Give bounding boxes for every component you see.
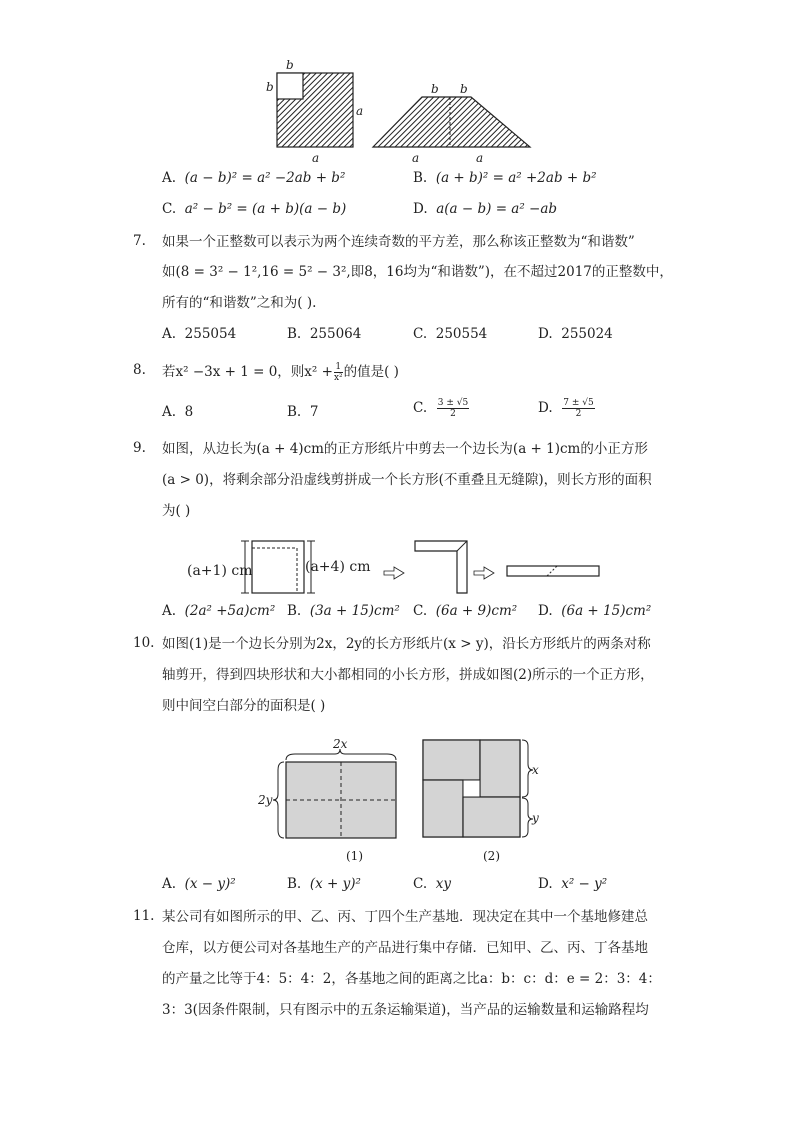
q11-line1: 某公司有如图所示的甲、乙、丙、丁四个生产基地．现决定在其中一个基地修建总 — [162, 909, 648, 925]
label-b2: b — [460, 82, 468, 96]
q10-label-x: x — [532, 763, 539, 777]
q10-piece-bottom-right — [463, 797, 520, 837]
q11-line4: 3：3(因条件限制，只有图示中的五条运输渠道)，当产品的运输数量和运输路程均 — [162, 1002, 649, 1018]
q9-option-d[interactable]: D. (6a + 15)cm² — [538, 603, 652, 619]
q11-line2: 仓库，以方便公司对各基地生产的产品进行集中存储．已知甲、乙、丙、丁各基地 — [162, 940, 648, 956]
q8-option-a[interactable]: A. 8 — [162, 404, 194, 420]
q8-number: 8. — [133, 362, 146, 378]
label-a-side: a — [356, 104, 364, 118]
q10-piece-bottom-left — [423, 780, 463, 837]
q10-line1: 如图(1)是一个边长分别为2x，2y的长方形纸片(x > y)，沿长方形纸片的两条对称 — [162, 636, 651, 652]
label-a2: a — [476, 151, 484, 165]
q7-option-d[interactable]: D. 255024 — [538, 326, 613, 342]
q10-piece-top-left — [423, 740, 480, 780]
arrow-icon — [384, 567, 404, 579]
q7-line2: 如(8 = 3² − 1²,16 = 5² − 3²,即8，16均为“和谐数”)，在不超过2017的正整数中， — [162, 264, 673, 280]
q7-line1: 如果一个正整数可以表示为两个连续奇数的平方差，那么称该正整数为“和谐数” — [162, 234, 635, 250]
label-a-bottom: a — [312, 151, 320, 165]
q8-stem: 若x² −3x + 1 = 0，则x² + $\frac{1}{\text{x²}}$ 的值是( ) — [162, 362, 399, 383]
q10-center-blank — [463, 780, 480, 797]
q10-line2: 轴剪开，得到四块形状和大小都相同的小长方形，拼成如图(2)所示的一个正方形， — [162, 667, 654, 683]
q9-rectangle — [507, 566, 599, 576]
q9-line3: 为( ) — [162, 503, 191, 519]
q9-option-c[interactable]: C. (6a + 9)cm² — [413, 603, 518, 619]
q10-number: 10. — [133, 635, 155, 651]
q7-option-b[interactable]: B. 255064 — [287, 326, 362, 342]
q10-piece-top-right — [480, 740, 520, 797]
q9-option-b[interactable]: B. (3a + 15)cm² — [287, 603, 400, 619]
q10-option-c[interactable]: C. xy — [413, 876, 451, 892]
q6-option-d[interactable]: D. a(a − b) = a² −ab — [413, 201, 558, 217]
label-b1: b — [431, 82, 439, 96]
q6-option-c[interactable]: C. a² − b² = (a + b)(a − b) — [162, 201, 347, 217]
q10-option-a[interactable]: A. (x − y)² — [162, 876, 236, 892]
q10-label-y: y — [532, 811, 539, 825]
q6-option-a[interactable]: A. (a − b)² = a² −2ab + b² — [162, 170, 346, 186]
label-b-top: b — [286, 58, 294, 72]
q10-option-b[interactable]: B. (x + y)² — [287, 876, 361, 892]
q10-label-2y: 2y — [258, 793, 273, 807]
q10-line3: 则中间空白部分的面积是( ) — [162, 698, 326, 714]
q7-line3: 所有的“和谐数”之和为( ). — [162, 295, 317, 311]
q7-number: 7. — [133, 233, 146, 249]
arrow-icon — [474, 567, 494, 579]
q11-line3: 的产量之比等于4：5：4：2，各基地之间的距离之比a：b：c：d：e = 2：3：4： — [162, 971, 661, 987]
q9-option-a[interactable]: A. (2a² +5a)cm² — [162, 603, 276, 619]
q10-label-2x: 2x — [333, 737, 348, 751]
q6-option-b[interactable]: B. (a + b)² = a² +2ab + b² — [413, 170, 597, 186]
q9-number: 9. — [133, 440, 146, 456]
q7-option-c[interactable]: C. 250554 — [413, 326, 488, 342]
q10-caption-1: (1) — [346, 849, 363, 863]
q9-label-left: (a+1) cm — [187, 563, 253, 579]
q8-option-c[interactable]: C. $\frac{3 \pm √5}{2}$ — [413, 398, 469, 419]
q9-line1: 如图，从边长为(a + 4)cm的正方形纸片中剪去一个边长为(a + 1)cm的小正方形 — [162, 441, 648, 457]
q10-caption-2: (2) — [483, 849, 500, 863]
q9-line2: (a > 0)，将剩余部分沿虚线剪拼成一个长方形(不重叠且无缝隙)，则长方形的面积 — [162, 472, 652, 488]
q8-option-d[interactable]: D. $\frac{7 \pm √5}{2}$ — [538, 398, 594, 419]
small-square — [277, 73, 303, 99]
q11-number: 11. — [133, 908, 155, 924]
q10-option-d[interactable]: D. x² − y² — [538, 876, 608, 892]
q7-option-a[interactable]: A. 255054 — [162, 326, 237, 342]
q10-figure — [250, 732, 550, 867]
q9-figure — [185, 533, 605, 603]
label-a1: a — [412, 151, 420, 165]
q9-square — [252, 541, 304, 593]
q8-option-b[interactable]: B. 7 — [287, 404, 319, 420]
trapezoid — [373, 97, 530, 147]
label-b-side: b — [266, 80, 274, 94]
q9-label-right: (a+4) cm — [305, 559, 371, 575]
q6-figure — [260, 55, 590, 170]
